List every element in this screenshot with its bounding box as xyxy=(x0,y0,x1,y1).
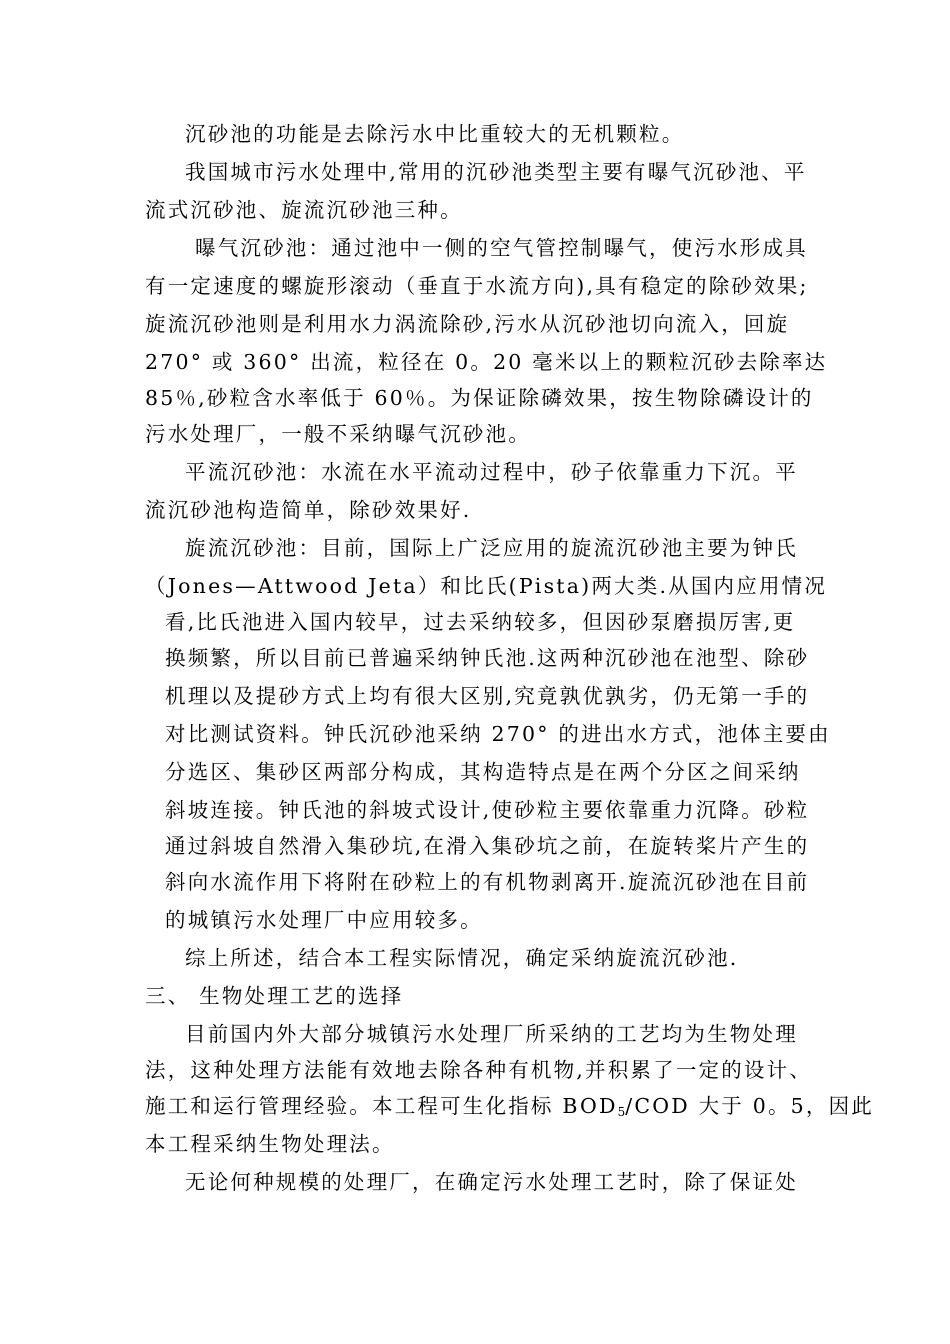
paragraph-line: （Jones—Attwood Jeta）和比氏(Pista)两大类.从国内应用情况 xyxy=(145,574,828,598)
paragraph-line: 分选区、集砂区两部分构成，其构造特点是在两个分区之间采纳 xyxy=(165,760,801,784)
paragraph-line: 流沉砂池构造简单，除砂效果好. xyxy=(145,498,472,522)
paragraph-line: 综上所述，结合本工程实际情况，确定采纳旋流沉砂池. xyxy=(185,946,739,970)
paragraph-line: 270° 或 360° 出流，粒径在 0。20 毫米以上的颗粒沉砂去除率达 xyxy=(145,350,828,374)
paragraph-line: 无论何种规模的处理厂，在确定污水处理工艺时，除了保证处 xyxy=(185,1170,798,1194)
paragraph-line: 曝气沉砂池：通过池中一侧的空气管控制曝气，使污水形成具 xyxy=(195,236,808,260)
paragraph-line: 污水处理厂，一般不采纳曝气沉砂池。 xyxy=(145,422,531,446)
paragraph-line: 本工程采纳生物处理法。 xyxy=(145,1132,395,1156)
paragraph-line: 机理以及提砂方式上均有很大区别,究竟孰优孰劣，仍无第一手的 xyxy=(165,684,810,708)
text-run: /COD 大于 0。5，因此 xyxy=(625,1094,875,1118)
paragraph-line: 我国城市污水处理中,常用的沉砂池类型主要有曝气沉砂池、平 xyxy=(185,160,807,184)
paragraph-line: 85％,砂粒含水率低于 60％。为保证除磷效果，按生物除磷设计的 xyxy=(145,386,814,410)
paragraph-line: 沉砂池的功能是去除污水中比重较大的无机颗粒。 xyxy=(185,122,685,146)
paragraph-line: 的城镇污水处理厂中应用较多。 xyxy=(165,908,483,932)
paragraph-line: 有一定速度的螺旋形滚动（垂直于水流方向),具有稳定的除砂效果; xyxy=(145,274,809,298)
paragraph-line: 旋流沉砂池则是利用水力涡流除砂,污水从沉砂池切向流入，回旋 xyxy=(145,312,790,336)
paragraph-line: 对比测试资料。钟氏沉砂池采纳 270° 的进出水方式，池体主要由 xyxy=(165,722,831,746)
paragraph-line: 目前国内外大部分城镇污水处理厂所采纳的工艺均为生物处理 xyxy=(185,1022,798,1046)
paragraph-line: 斜向水流作用下将附在砂粒上的有机物剥离开.旋流沉砂池在目前 xyxy=(165,870,810,894)
paragraph-line: 旋流沉砂池：目前，国际上广泛应用的旋流沉砂池主要为钟氏 xyxy=(185,536,798,560)
paragraph-line: 换频繁，所以目前已普遍采纳钟氏池.这两种沉砂池在池型、除砂 xyxy=(165,646,810,670)
paragraph-line: 流式沉砂池、旋流沉砂池三种。 xyxy=(145,198,463,222)
paragraph-line: 斜坡连接。钟氏池的斜坡式设计,使砂粒主要依靠重力沉降。砂粒 xyxy=(165,798,810,822)
paragraph-line xyxy=(145,1089,874,1129)
section-heading: 三、 生物处理工艺的选择 xyxy=(145,984,404,1008)
text-run: 施工和运行管理经验。本工程可生化指标 BOD xyxy=(145,1094,618,1118)
paragraph-line: 法，这种处理方法能有效地去除各种有机物,并积累了一定的设计、 xyxy=(145,1058,813,1082)
paragraph-line: 平流沉砂池：水流在水平流动过程中，砂子依靠重力下沉。平 xyxy=(185,460,798,484)
paragraph-line: 看,比氏池进入国内较早，过去采纳较多，但因砂泵磨损厉害,更 xyxy=(165,610,796,634)
paragraph-line: 通过斜坡自然滑入集砂坑,在滑入集砂坑之前，在旋转桨片产生的 xyxy=(165,834,810,858)
subscript: 5 xyxy=(617,1105,626,1119)
